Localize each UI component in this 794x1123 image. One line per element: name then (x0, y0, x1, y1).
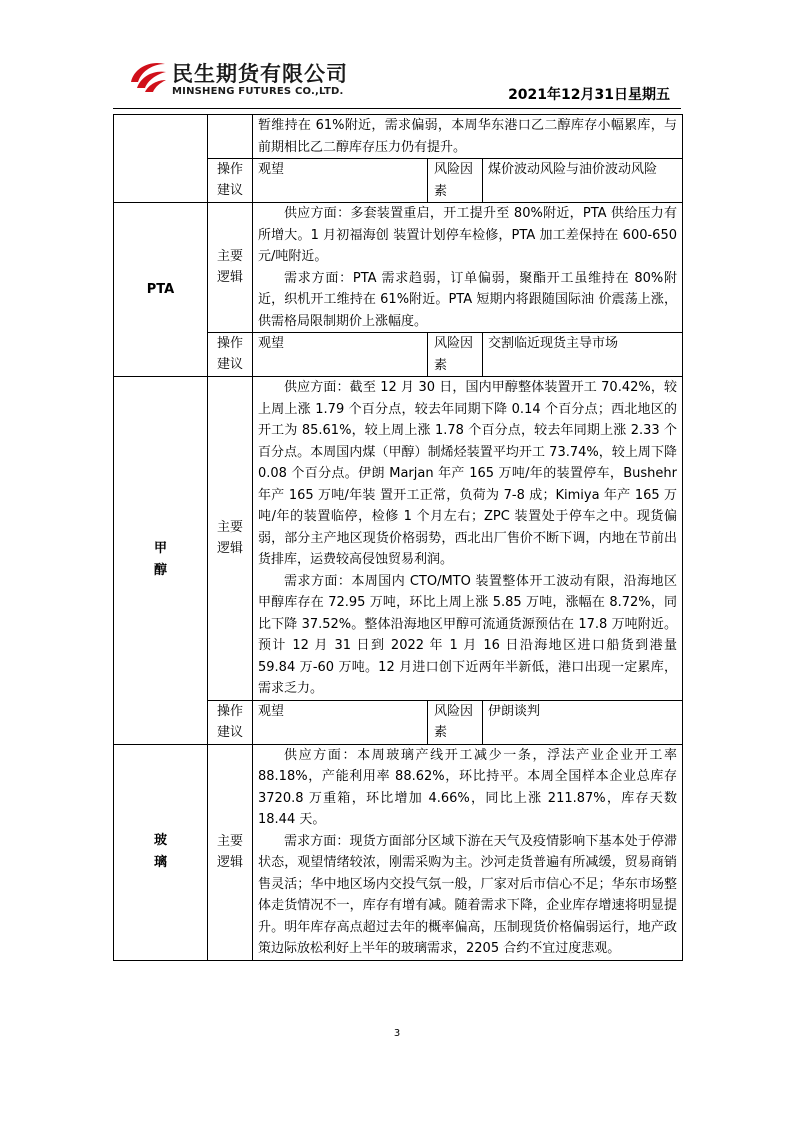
operation-value: 观望 (253, 159, 428, 203)
operation-label: 操作建议 (208, 159, 253, 203)
company-name-cn: 民生期货有限公司 (172, 62, 348, 86)
main-logic-content (253, 203, 683, 333)
operation-label: 操作建议 (208, 700, 253, 744)
risk-label: 风险因素 (428, 700, 483, 744)
supply-paragraph: 供应方面：本周玻璃产线开工减少一条，浮法产业企业开工率 88.18%，产能利用率 88.62%，环比持平。本周全国样本企业总库存 3720.8 万重箱，环比增加 4.66%，同比上涨 211.87%，库存天数 18.44 天。 (258, 747, 678, 827)
report-date: 2021年12月31日星期五 (508, 87, 670, 103)
demand-paragraph: 需求方面：本周国内 CTO/MTO 装置整体开工波动有限，沿海地区甲醇库存在 72.95 万吨，环比上周上涨 5.85 万吨，涨幅在 8.72%，同比下降 37.52%。整体沿海地区甲醇可流通货源预估在 17.8 万吨附近。预计 12 月 31 日到 2022 年 1 月 16 日沿海地区进口船货到港量 59.84 万-60 万吨。12 月进口创下近两年半新低，港口出现一定累库，需求乏力。 (258, 573, 678, 696)
page-number: 3 (393, 1028, 401, 1039)
table-row (114, 203, 683, 333)
demand-paragraph: 需求方面：PTA 需求趋弱，订单偏弱，聚酯开工虽维持在 80%附近，织机开工维持在 61%附近。PTA 短期内将跟随国际油 价震荡上涨，供需格局限制期价上涨幅度。 (258, 270, 678, 329)
category-name-glass: 玻璃 (114, 744, 208, 960)
main-logic-content (253, 744, 683, 960)
category-name-methanol: 甲醇 (114, 377, 208, 745)
supply-paragraph: 供应方面：多套装置重启，开工提升至 80%附近，PTA 供给压力有所增大。1 月初福海创 装置计划停车检修，PTA 加工差保持在 600-650 元/吨附近。 (258, 206, 678, 264)
commodity-analysis-table (113, 114, 683, 961)
category-name-pta: PTA (114, 203, 208, 377)
table-row (114, 377, 683, 701)
main-logic-content (253, 115, 683, 159)
operation-value: 观望 (253, 700, 428, 744)
page-header (0, 0, 794, 112)
category-cell-continued (114, 115, 208, 203)
risk-value: 伊朗谈判 (483, 700, 683, 744)
table-row (114, 744, 683, 960)
operation-value: 观望 (253, 333, 428, 377)
company-logo (128, 58, 360, 100)
demand-paragraph: 需求方面：现货方面部分区域下游在天气及疫情影响下基本处于停滞状态，观望情绪较浓，刚需采购为主。沙河走货普遍有所减缓，贸易商销售灵活；华中地区场内交投气氛一般，厂家对后市信心不足；华东市场整体走货情况不一，库存有增有减。随着需求下降，企业库存增速将明显提升。明年库存高点超过去年的概率偏高，压制现货价格偏弱运行，地产政策边际放松利好上半年的玻璃需求，2205 合约不宜过度悲观。 (258, 833, 678, 956)
company-name-en: MINSHENG FUTURES CO.,LTD. (172, 86, 344, 97)
table-row (114, 115, 683, 159)
logic-paragraph: 暂维持在 61%附近，需求偏弱，本周华东港口乙二醇库存小幅累库，与前期相比乙二醇库存压力仍有提升。 (258, 118, 678, 155)
main-logic-label-cell (208, 115, 253, 159)
risk-label: 风险因素 (428, 159, 483, 203)
main-logic-content (253, 377, 683, 701)
header-divider (113, 108, 681, 109)
main-logic-label: 主要逻辑 (208, 744, 253, 960)
main-logic-label: 主要逻辑 (208, 203, 253, 333)
risk-value: 煤价波动风险与油价波动风险 (483, 159, 683, 203)
supply-paragraph: 供应方面：截至 12 月 30 日，国内甲醇整体装置开工 70.42%，较上周上涨 1.79 个百分点，较去年同期下降 0.14 个百分点；西北地区的开工为 85.61%，较上周上涨 1.78 个百分点，较去年同期上涨 2.33 个百分点。本周国内煤（甲醇）制烯烃装置平均开工 73.74%，较上周下降 0.08 个百分点。伊朗 Marjan 年产 165 万吨/年的装置停车，Bushehr 年产 165 万吨/年装 置开工正常，负荷为 7-8 成；Kimiya 年产 165 万吨/年的装置临停，检修 1 个月左右；ZPC 装置处于停车之中。现货偏弱，部分主产地区现货价格弱势，西北出厂售价不断下调，内地在节前出货排库，运费较高侵蚀贸易利润。 (258, 380, 678, 567)
risk-value: 交割临近现货主导市场 (483, 333, 683, 377)
operation-label: 操作建议 (208, 333, 253, 377)
main-logic-label: 主要逻辑 (208, 377, 253, 701)
risk-label: 风险因素 (428, 333, 483, 377)
minsheng-logo-icon (128, 58, 168, 94)
